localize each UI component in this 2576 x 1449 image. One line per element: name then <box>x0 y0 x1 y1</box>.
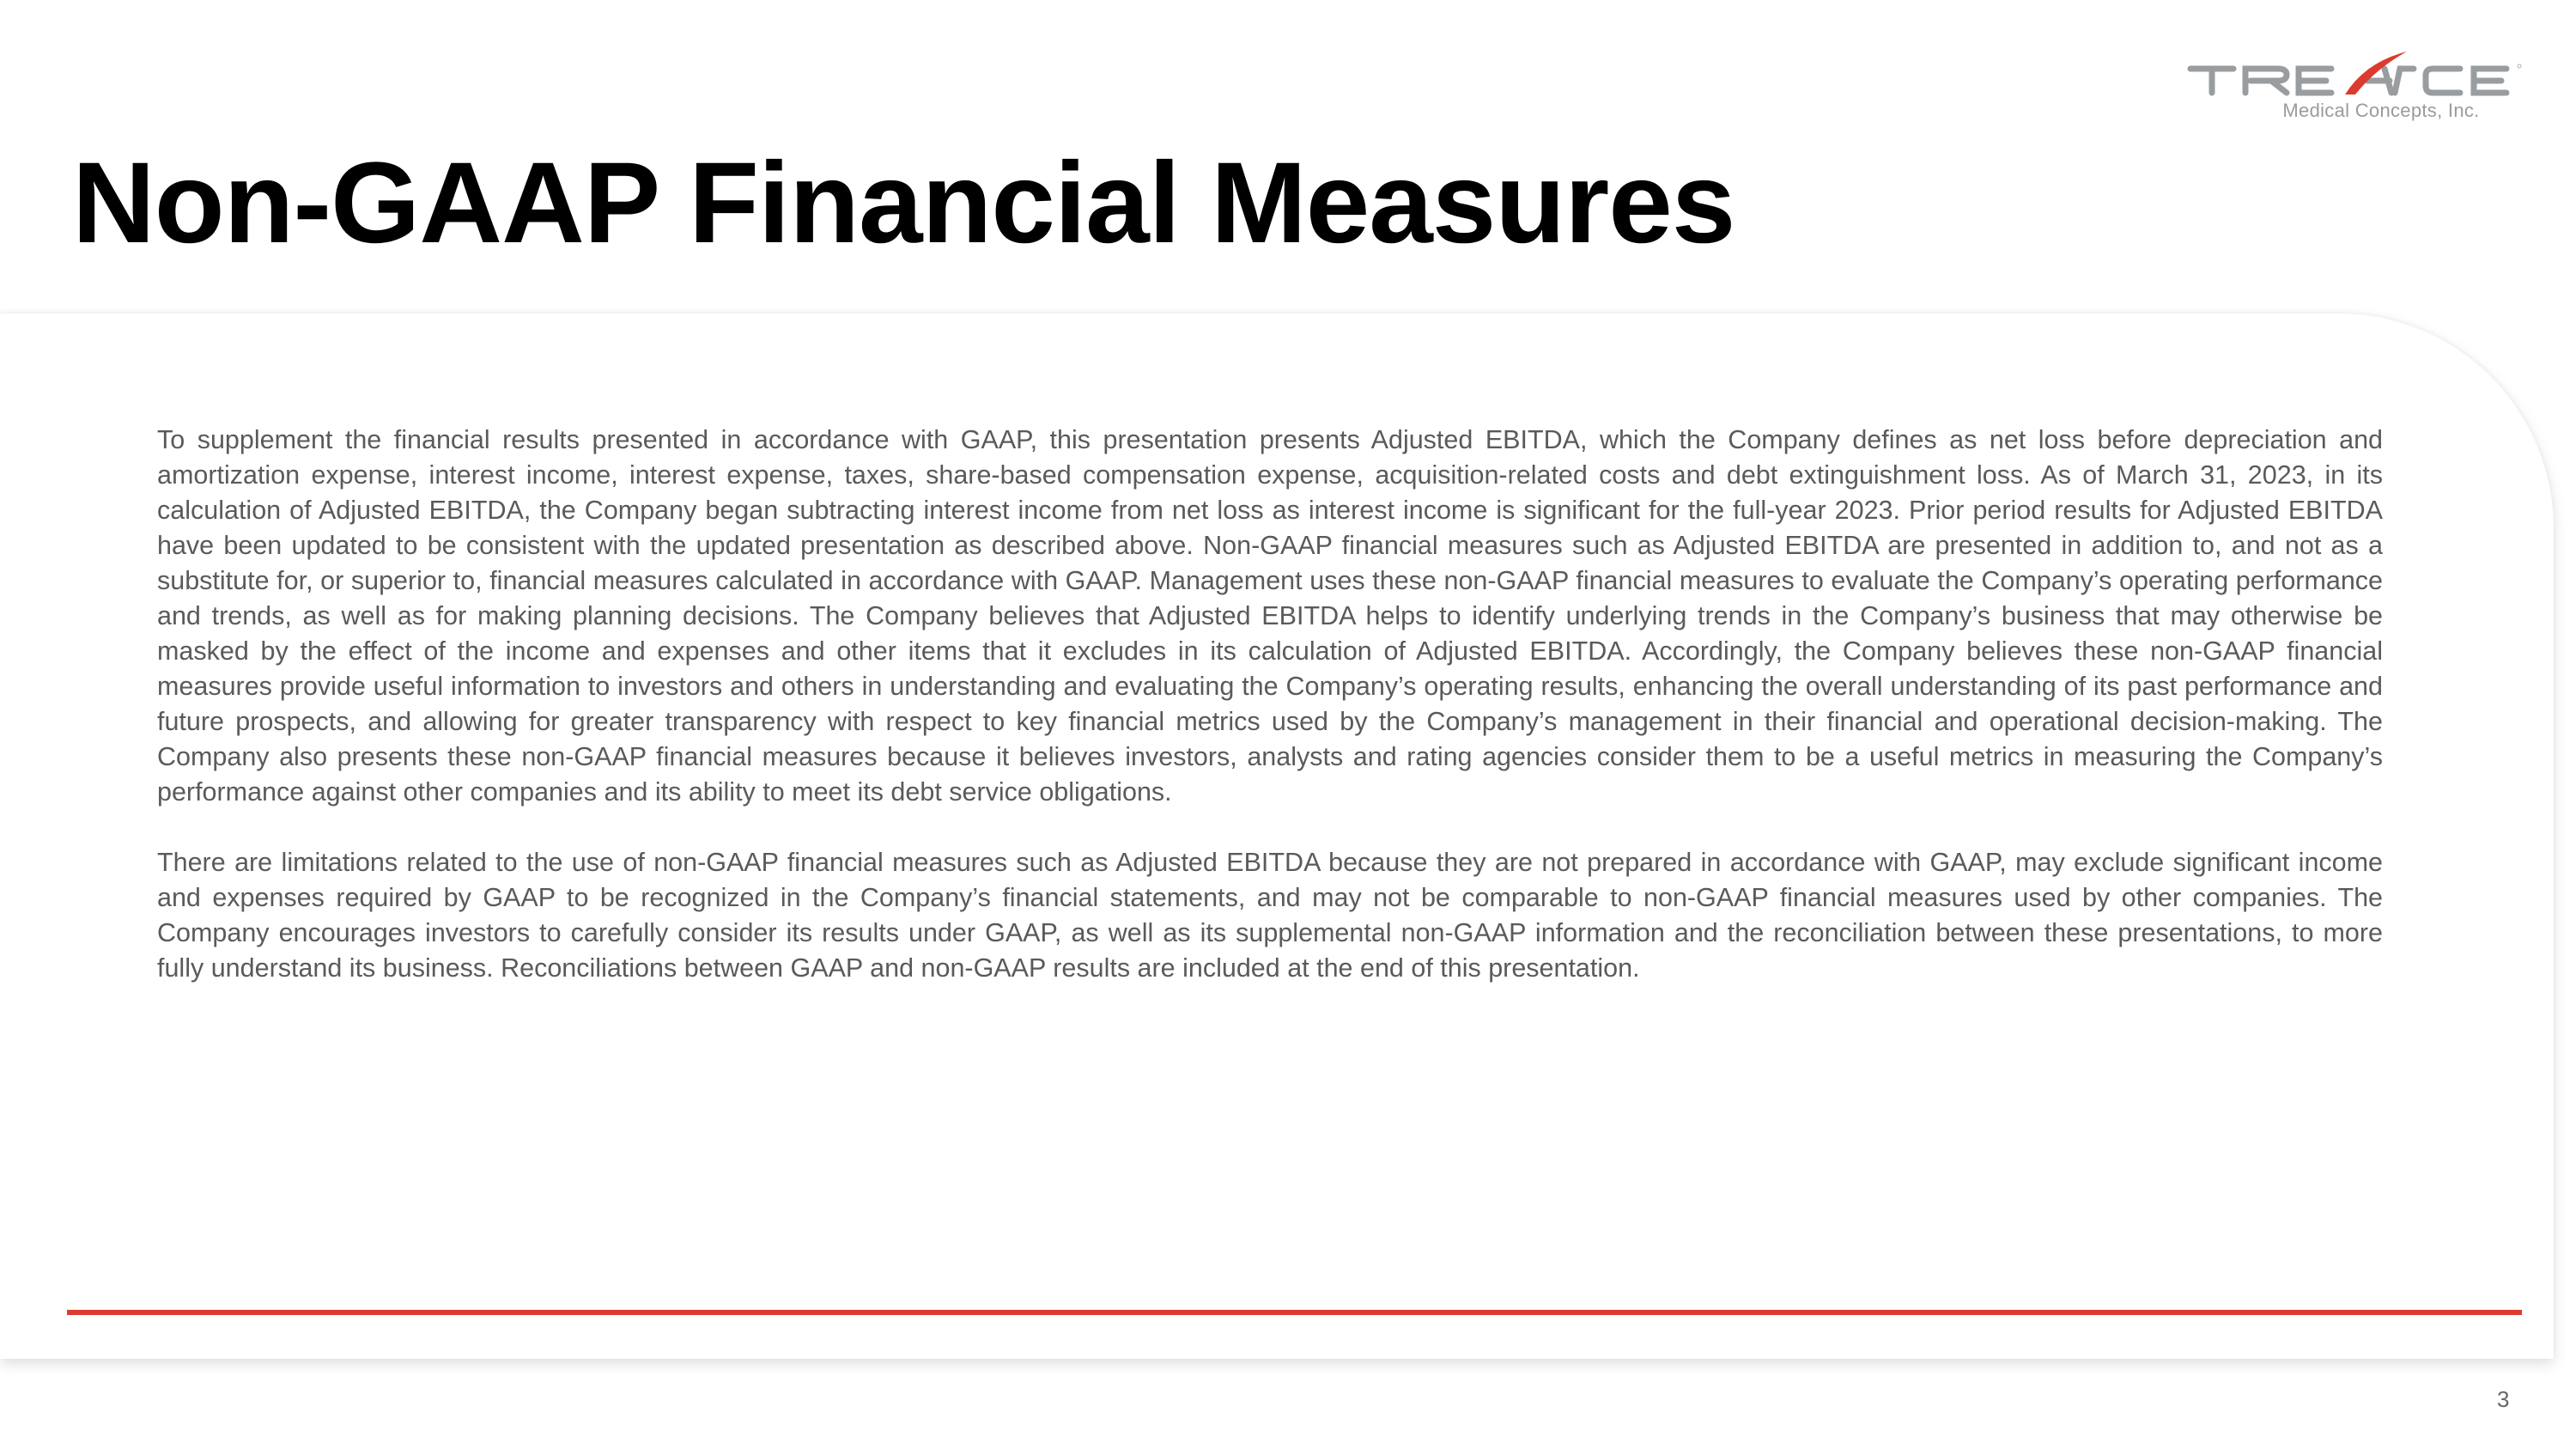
page-number: 3 <box>2497 1386 2510 1412</box>
paragraph-limitations: There are limitations related to the use of non-GAAP financial measures such as Adjusted EBITDA because they are not prepared in accordance with GAAP, may exclude significant income and expenses required by GAAP to be recognized in the Company’s financial statements, and may not be comparable to non-GAAP financial measures used by other companies. The Company encourages investors to carefully consider its results under GAAP, as well as its supplemental non-GAAP information and the reconciliation between these presentations, to more fully understand its business. Reconciliations between GAAP and non-GAAP results are included at the end of this presentation. <box>157 848 2383 983</box>
treace-wordmark-icon <box>2185 52 2537 103</box>
paragraph-definition: To supplement the financial results presented in accordance with GAAP, this presentation presents Adjusted EBITDA, which the Company defines as net loss before depreciation and amortization expense, interest income, interest expense, taxes, share-based compensation expense, acquisition-related costs and debt extinguishment loss. As of March 31, 2023, in its calculation of Adjusted EBITDA, the Company began subtracting interest income from net loss as interest income is significant for the full-year 2023. Prior period results for Adjusted EBITDA have been updated to be consistent with the updated presentation as described above. Non-GAAP financial measures such as Adjusted EBITDA are presented in addition to, and not as a substitute for, or superior to, financial measures calculated in accordance with GAAP. Management uses these non-GAAP financial measures to evaluate the Company’s operating performance and trends, as well as for making planning decisions. The Company believes that Adjusted EBITDA helps to identify underlying trends in the Company’s business that may otherwise be masked by the effect of the income and expenses and other items that it excludes in its calculation of Adjusted EBITDA. Accordingly, the Company believes these non-GAAP financial measures provide useful information to investors and others in understanding and evaluating the Company’s operating results, enhancing the overall understanding of its past performance and future prospects, and allowing for greater transparency with respect to key financial metrics used by the Company’s management in their financial and operational decision-making. The Company also presents these non-GAAP financial measures because it believes investors, analysts and rating agencies consider them to be a useful metrics in measuring the Company’s performance against other companies and its ability to meet its debt service obligations. <box>157 425 2383 807</box>
accent-divider <box>67 1310 2522 1315</box>
company-logo <box>2185 52 2537 129</box>
content-card <box>0 314 2554 1359</box>
body-text <box>157 423 2383 1021</box>
slide-title: Non-GAAP Financial Measures <box>72 139 1735 267</box>
logo-subtitle: Medical Concepts, Inc. <box>2282 100 2480 121</box>
